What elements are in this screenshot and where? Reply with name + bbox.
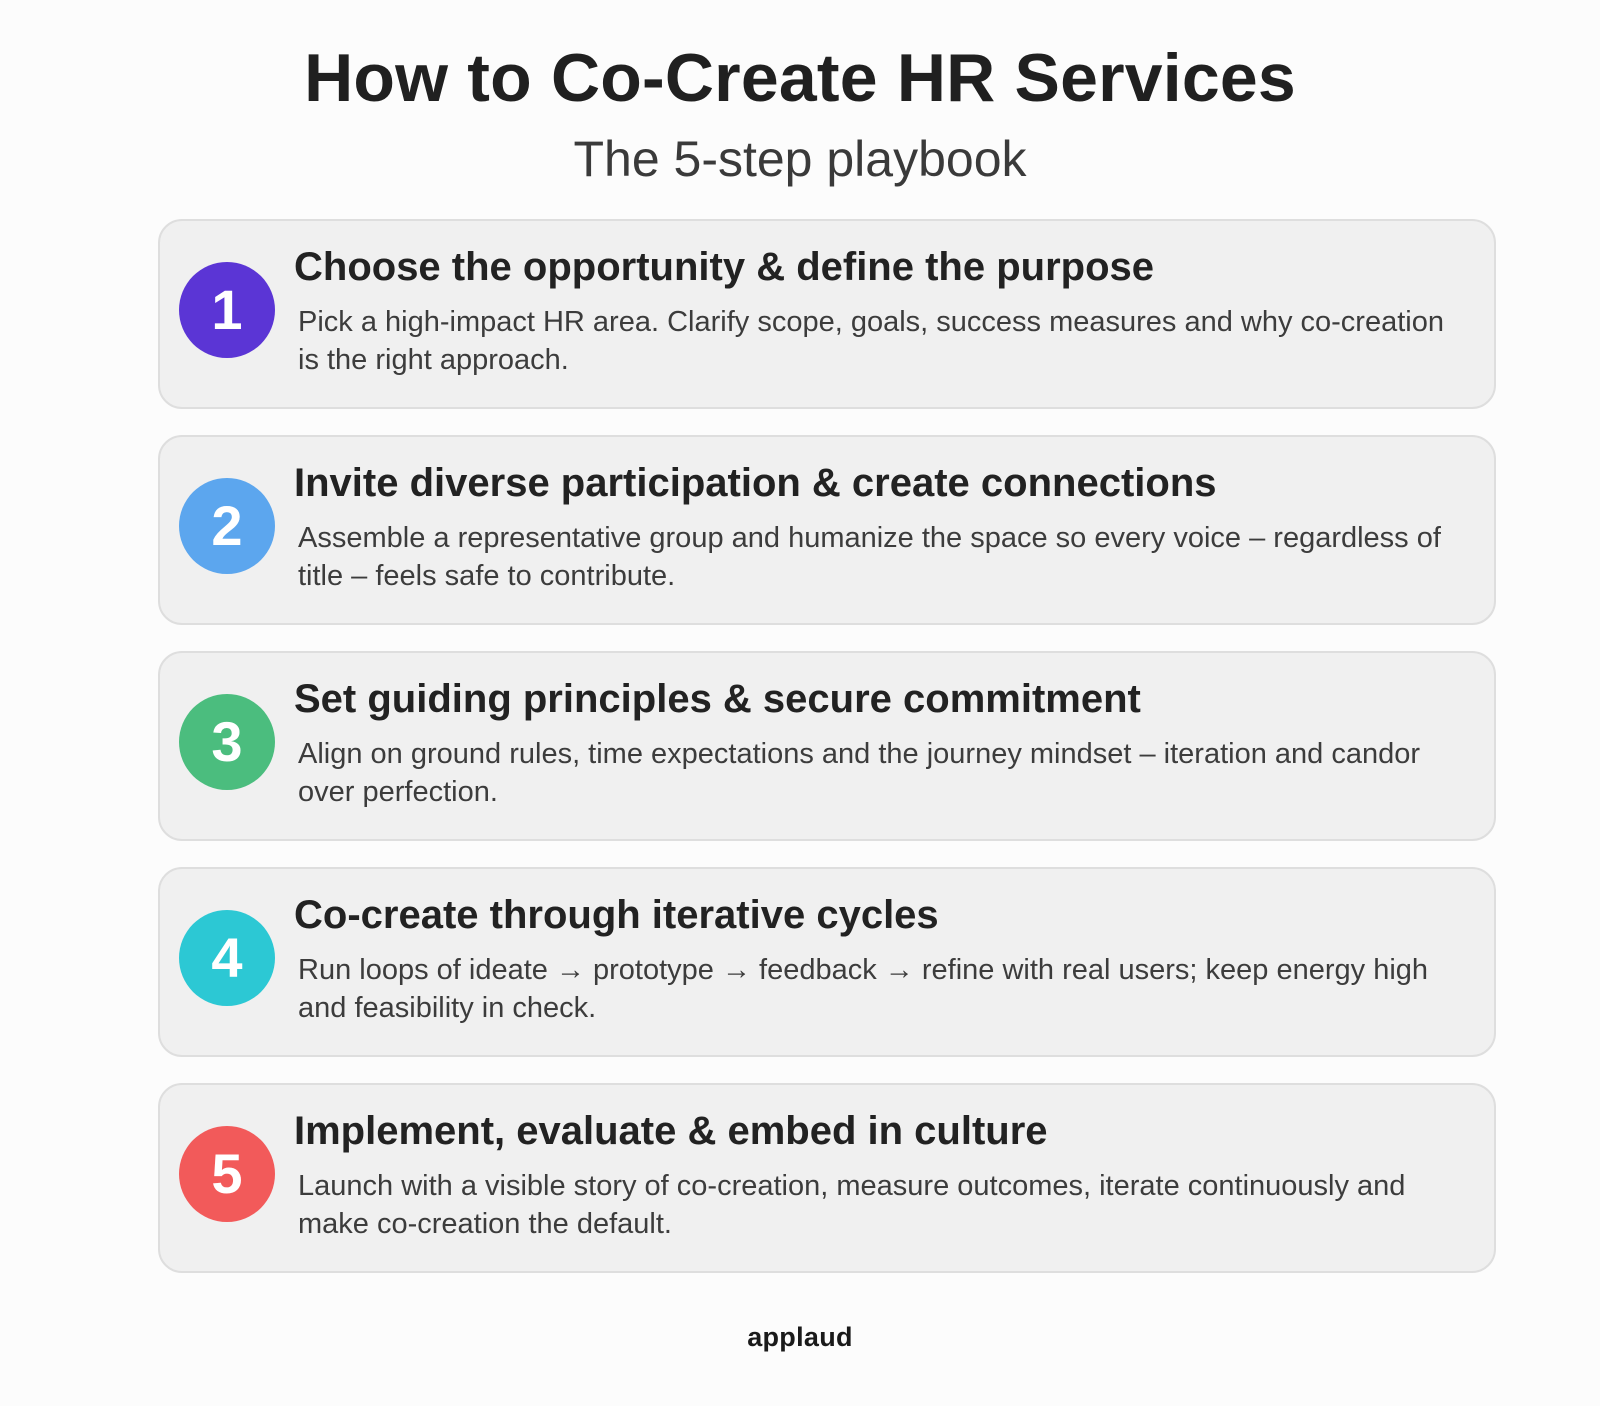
page-subtitle: The 5-step playbook (573, 131, 1027, 187)
step-number-badge: 4 (179, 910, 275, 1006)
step-title: Set guiding principles & secure commitment (294, 677, 1141, 721)
step-description: Align on ground rules, time expectations and the journey mindset – iteration and candor over perfection. (298, 738, 1421, 808)
step-number-badge: 2 (179, 478, 275, 574)
step-card-4 (158, 867, 1496, 1057)
step-title: Choose the opportunity & define the purpose (294, 245, 1154, 289)
step-description: Launch with a visible story of co-creation, measure outcomes, iterate continuously and make co-creation the default. (298, 1170, 1406, 1240)
step-number-badge: 1 (179, 262, 275, 358)
page-title: How to Co-Create HR Services (304, 40, 1296, 116)
step-number-badge: 3 (179, 694, 275, 790)
step-title: Invite diverse participation & create connections (294, 461, 1217, 505)
step-number-badge: 5 (179, 1126, 275, 1222)
step-title: Co-create through iterative cycles (294, 893, 939, 937)
step-card-1 (158, 219, 1496, 409)
step-card-3 (158, 651, 1496, 841)
step-description: Pick a high-impact HR area. Clarify scope, goals, success measures and why co-creation is the right approach. (298, 306, 1444, 376)
brand-logo: applaud (747, 1322, 853, 1352)
step-card-5 (158, 1083, 1496, 1273)
steps-list (158, 219, 1496, 1299)
step-description: Run loops of ideate → prototype → feedback → refine with real users; keep energy high and feasibility in check. (298, 954, 1429, 1024)
step-title: Implement, evaluate & embed in culture (294, 1109, 1048, 1153)
step-card-2 (158, 435, 1496, 625)
step-description: Assemble a representative group and humanize the space so every voice – regardless of title – feels safe to contribute. (298, 522, 1441, 592)
